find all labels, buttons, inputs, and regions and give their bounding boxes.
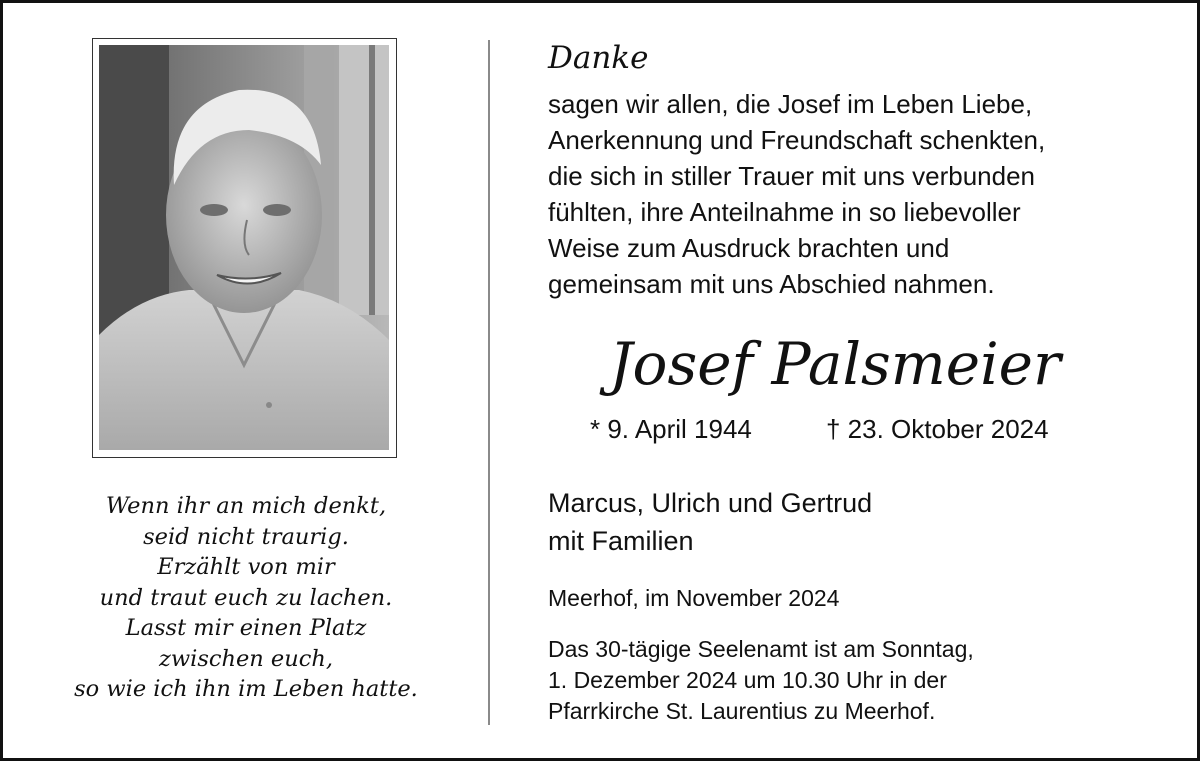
thanks-line: sagen wir allen, die Josef im Leben Liebe,: [548, 89, 1033, 119]
place-date: Meerhof, im November 2024: [548, 585, 840, 611]
portrait-frame: [92, 38, 397, 458]
poem-line: Lasst mir einen Platz: [125, 615, 367, 641]
poem-line: seid nicht traurig.: [143, 523, 349, 550]
portrait-photo: [99, 45, 389, 450]
mass-line: Das 30-tägige Seelenamt ist am Sonntag,: [548, 636, 974, 662]
poem-line: Erzählt von mir: [157, 554, 335, 580]
mass-line: Pfarrkirche St. Laurentius zu Meerhof.: [548, 698, 936, 724]
relatives-line: Marcus, Ulrich und Gertrud: [548, 488, 873, 518]
relatives: [548, 484, 872, 560]
thanks-line: gemeinsam mit uns Abschied nahmen.: [548, 269, 995, 299]
thanks-heading: Danke: [548, 40, 649, 76]
poem-line: und traut euch zu lachen.: [99, 584, 393, 611]
column-divider: [488, 40, 490, 725]
poem: [40, 491, 452, 705]
death-date: † 23. Oktober 2024: [826, 414, 1049, 444]
thanks-line: Anerkennung und Freundschaft schenkten,: [548, 125, 1046, 155]
poem-line: so wie ich ihn im Leben hatte.: [74, 676, 418, 702]
thanks-line: fühlten, ihre Anteilnahme in so liebevoller: [548, 197, 1021, 227]
relatives-line: mit Familien: [548, 526, 694, 556]
thanks-line: die sich in stiller Trauer mit uns verbunden: [548, 161, 1036, 191]
poem-line: zwischen euch,: [159, 645, 333, 672]
thanks-line: Weise zum Ausdruck brachten und: [548, 233, 950, 263]
deceased-name: Josef Palsmeier: [609, 330, 1061, 398]
birth-date: * 9. April 1944: [590, 414, 752, 444]
thanks-text: [548, 86, 1045, 302]
mass-info: [548, 634, 974, 727]
poem-line: Wenn ihr an mich denkt,: [105, 493, 387, 519]
mass-line: 1. Dezember 2024 um 10.30 Uhr in der: [548, 667, 947, 693]
